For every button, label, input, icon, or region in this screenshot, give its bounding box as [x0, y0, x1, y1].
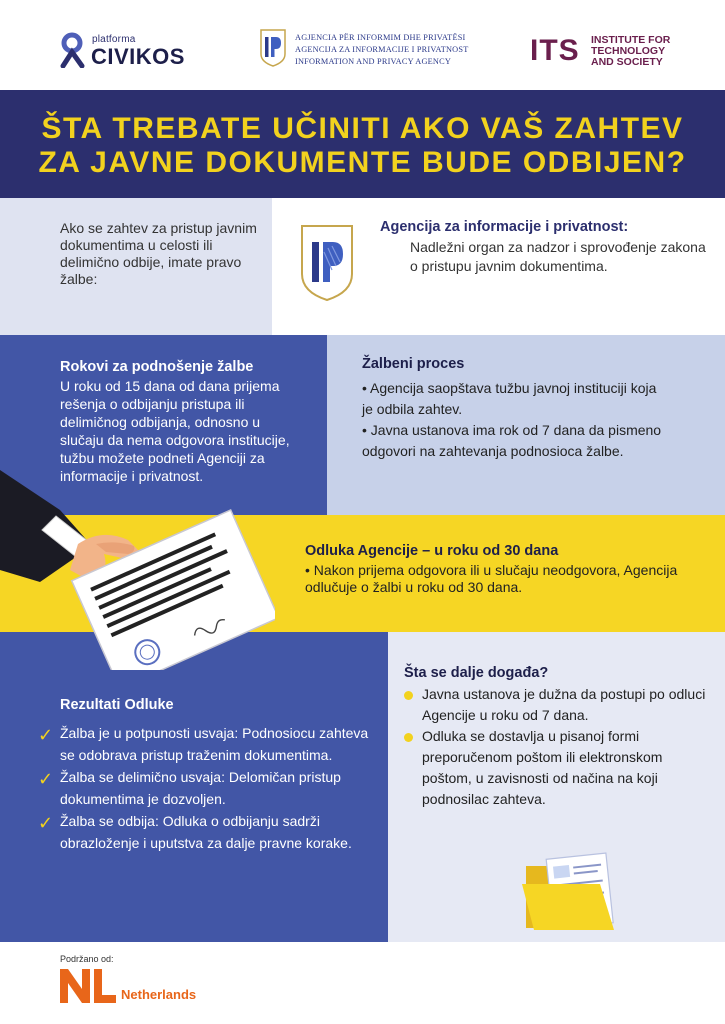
- agency-ip-logo-icon: [259, 28, 287, 68]
- netherlands-label: Netherlands: [121, 987, 197, 1002]
- agency-name-english: INFORMATION AND PRIVACY AGENCY: [295, 57, 452, 66]
- appeal-process-heading: Žalbeni proces: [362, 356, 465, 372]
- appeal-process-list: [362, 378, 662, 462]
- result-text: Žalba se delimično usvaja: Delomičan pristup dokumentima je dozvoljen.: [60, 769, 341, 807]
- decision-heading: Odluka Agencije – u roku od 30 dana: [305, 543, 559, 559]
- result-text: Žalba je u potpunosti usvaja: Podnosiocu zahteva se odobrava pristup traženim dokumentima.: [60, 725, 369, 763]
- next-step-text: Javna ustanova je dužna da postupi po odluci Agencije u roku od 7 dana.: [422, 686, 706, 723]
- check-icon: ✓: [38, 813, 54, 833]
- results-list: [38, 722, 378, 854]
- civikos-logo-icon: [58, 32, 88, 68]
- next-steps-heading: Šta se dalje događa?: [404, 665, 549, 681]
- folder-document-icon: [520, 850, 630, 935]
- next-steps-list: [404, 684, 714, 810]
- list-item: [38, 810, 378, 854]
- results-heading: Rezultati Odluke: [60, 697, 174, 713]
- check-icon: ✓: [38, 725, 54, 745]
- list-item: [404, 726, 714, 810]
- list-item: [404, 684, 714, 726]
- supported-by-label: Podržano od:: [60, 954, 114, 964]
- deadlines-heading: Rokovi za podnošenje žalbe: [60, 359, 254, 375]
- agency-title: Agencija za informacije i privatnost:: [380, 219, 629, 235]
- its-line-3: AND SOCIETY: [591, 56, 663, 68]
- page-title-line-1: ŠTA TREBATE UČINITI AKO VAŠ ZAHTEV: [41, 112, 684, 145]
- result-text: Žalba se odbija: Odluka o odbijanju sadrži obrazloženje i uputstva za dalje pravne korake.: [60, 813, 352, 851]
- bullet-icon: [404, 733, 413, 742]
- civikos-small-label: platforma: [92, 34, 136, 45]
- list-item: • Javna ustanova ima rok od 7 dana da pismeno odgovori na zahtevanja podnosioca žalbe.: [362, 422, 662, 459]
- its-line-2: TECHNOLOGY: [591, 45, 666, 57]
- decision-text: • Nakon prijema odgovora ili u slučaju neodgovora, Agencija odlučuje o žalbi u roku od 30 dana.: [305, 562, 678, 595]
- next-step-text: Odluka se dostavlja u pisanoj formi preporučenom poštom ili elektronskom poštom, u zavisnosti od načina na koji podnosilac zahteva.: [422, 728, 663, 807]
- its-logo: ITS: [530, 34, 580, 67]
- list-item: • Agencija saopštava tužbu javnoj instituciji koja je odbila zahtev.: [362, 380, 657, 417]
- agency-name-serbian: AGENCIJA ZA INFORMACIJE I PRIVATNOST: [295, 45, 469, 54]
- civikos-brand: CIVIKOS: [91, 44, 185, 69]
- check-icon: ✓: [38, 769, 54, 789]
- list-item: [38, 722, 378, 766]
- agency-ip-emblem-icon: [298, 222, 356, 304]
- agency-name-albanian: AGJENCIA PËR INFORMIM DHE PRIVATËSI: [295, 33, 466, 42]
- bullet-icon: [404, 691, 413, 700]
- list-item: [38, 766, 378, 810]
- intro-text: Ako se zahtev za pristup javnim dokumentima u celosti ili delimično odbije, imate pravo žalbe:: [60, 220, 257, 287]
- hand-document-illustration: [0, 470, 275, 670]
- its-line-1: INSTITUTE FOR: [591, 34, 671, 46]
- page-title-line-2: ZA JAVNE DOKUMENTE BUDE ODBIJEN?: [38, 146, 687, 179]
- deadlines-text: U roku od 15 dana od dana prijema rešenja o odbijanju pristupa ili delimičnog odbijanja, odnosno u slučaju da nema odgovora institucije, tužbu možete podneti Agenciji za informacije i privatnost.: [60, 378, 290, 484]
- netherlands-nl-logo-icon: [60, 967, 118, 1003]
- agency-description: Nadležni organ za nadzor i sprovođenje zakona o pristupu javnim dokumentima.: [410, 239, 706, 274]
